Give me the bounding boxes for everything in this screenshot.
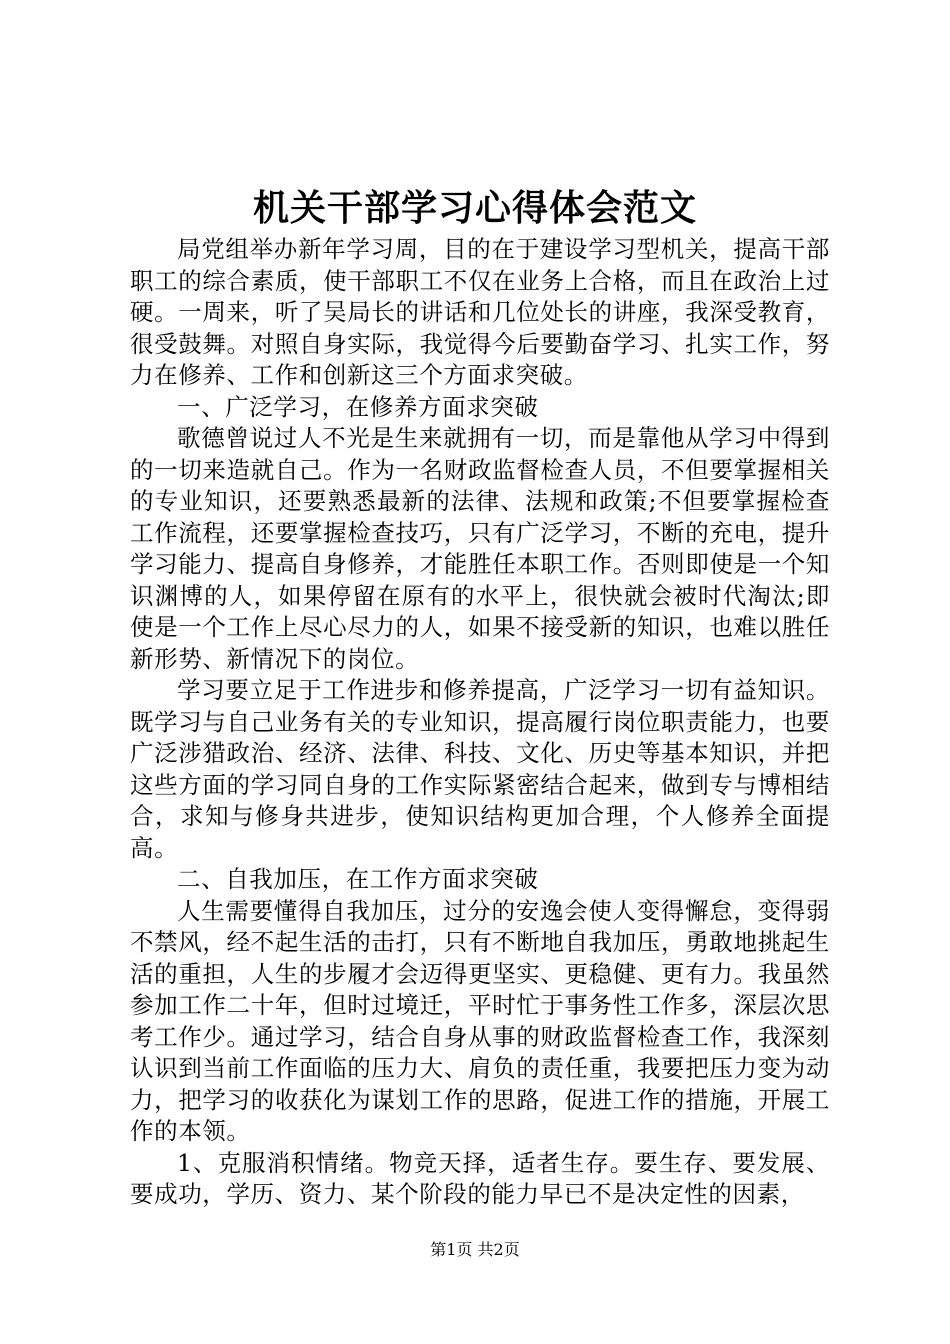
paragraph-item-1: 1、克服消积情绪。物竞天择，适者生存。要生存、要发展、要成功，学历、资力、某个阶段的能力早已不是决定性的因素，	[130, 1148, 830, 1208]
document-title: 机关干部学习心得体会范文	[252, 187, 697, 229]
page-footer: 第1页 共2页	[430, 1240, 520, 1259]
paragraph-intro: 局党组举办新年学习周，目的在于建设学习型机关，提高干部职工的综合素质，使干部职工不仅在业务上合格，而且在政治上过硬。一周来，听了吴局长的讲话和几位处长的讲座，我深受教育，很受鼓舞。对照自身实际，我觉得今后要勤奋学习、扎实工作，努力在修养、工作和创新这三个方面求突破。	[130, 235, 830, 389]
paragraph-goethe: 歌德曾说过人不光是生来就拥有一切，而是靠他从学习中得到的一切来造就自己。作为一名财政监督检查人员，不但要掌握相关的专业知识，还要熟悉最新的法律、法规和政策;不但要掌握检查工作流程，还要掌握检查技巧，只有广泛学习，不断的充电，提升学习能力、提高自身修养，才能胜任本职工作。否则即使是一个知识渊博的人，如果停留在原有的水平上，很快就会被时代淘汰;即使是一个工作上尽心尽力的人，如果不接受新的知识，也难以胜任新形势、新情况下的岗位。	[130, 424, 830, 673]
section-heading-2: 二、自我加压，在工作方面求突破	[177, 865, 539, 893]
paragraph-learning: 学习要立足于工作进步和修养提高，广泛学习一切有益知识。既学习与自己业务有关的专业知识，提高履行岗位职责能力，也要广泛涉猎政治、经济、法律、科技、文化、历史等基本知识，并把这些方面的学习同自身的工作实际紧密结合起来，做到专与博相结合，求知与修身共进步，使知识结构更加合理，个人修养全面提高。	[130, 676, 830, 862]
section-heading-1: 一、广泛学习，在修养方面求突破	[177, 392, 539, 421]
paragraph-pressure: 人生需要懂得自我加压，过分的安逸会使人变得懈怠，变得弱不禁风，经不起生活的击打，只有不断地自我加压，勇敢地挑起生活的重担，人生的步履才会迈得更坚实、更稳健、更有力。我虽然参加工作二十年，但时过境迁，平时忙于事务性工作多，深层次思考工作少。通过学习，结合自身从事的财政监督检查工作，我深刻认识到当前工作面临的压力大、肩负的责任重，我要把压力变为动力，把学习的收获化为谋划工作的思路，促进工作的措施，开展工作的本领。	[130, 896, 830, 1145]
document-body	[130, 234, 830, 1211]
